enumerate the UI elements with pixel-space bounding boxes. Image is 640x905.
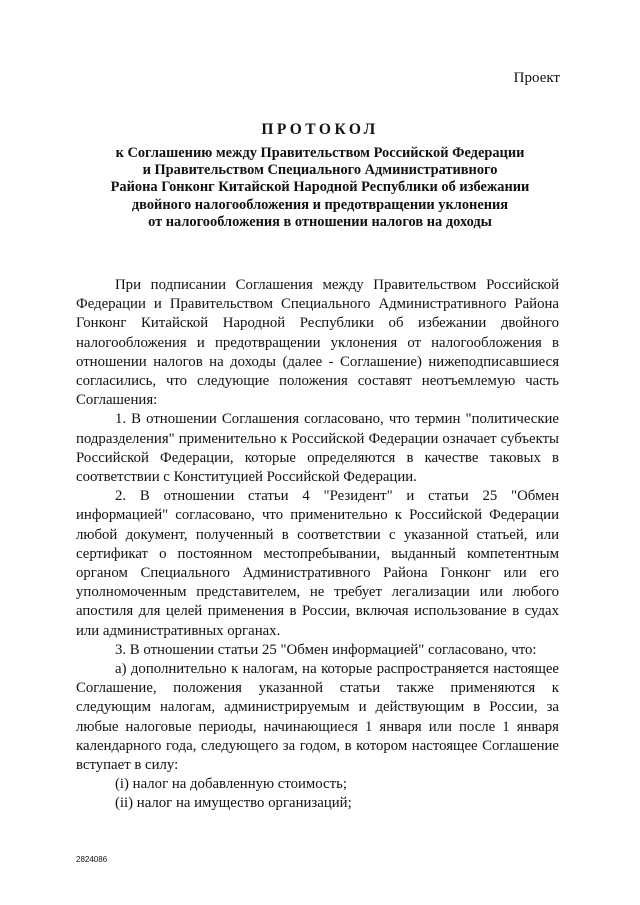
subtitle-line: и Правительством Специального Административного	[142, 162, 498, 179]
clause-1-paragraph: 1. В отношении Соглашения согласовано, что термин "политические подразделения" применительно к Российской Федерации означает субъекты Российской Федерации, которые определяются в качестве таковых в соответствии с Конституцией Российской Федерации.	[76, 411, 559, 486]
tax-list-item: (ii) налог на имущество организаций;	[115, 795, 352, 812]
subtitle-line: Района Гонконг Китайской Народной Республики об избежании	[110, 179, 530, 196]
document-code: 2824086	[76, 855, 108, 864]
preamble-paragraph: При подписании Соглашения между Правительством Российской Федерации и Правительством Специального Административного Района Гонконг Китайской Народной Республики об избежании двойного налогообложения и предотвращении уклонения от налогообложения в отношении налогов на доходы (далее - Соглашение) нижеподписавшиеся согласились, что следующие положения составят неотъемлемую часть Соглашения:	[76, 277, 559, 409]
document-body	[76, 276, 559, 814]
draft-mark: Проект	[513, 70, 560, 86]
subtitle-line: к Соглашению между Правительством Российской Федерации	[115, 145, 525, 161]
document-title: ПРОТОКОЛ	[261, 121, 379, 138]
tax-list-item: (i) налог на добавленную стоимость;	[115, 776, 347, 793]
clause-2-paragraph: 2. В отношении статьи 4 "Резидент" и статьи 25 "Обмен информацией" согласовано, что применительно к Российской Федерации любой документ, полученный в соответствии с указанной статьей, или сертификат о постоянном местопребывании, выданный компетентным органом Специального Административного Района Гонконг или его уполномоченным представителем, не требует легализации или любого апостиля для целей применения в России, включая использование в судах или административных органах.	[76, 488, 559, 639]
clause-3-paragraph: 3. В отношении статьи 25 "Обмен информацией" согласовано, что:	[115, 641, 537, 658]
subtitle-line: двойного налогообложения и предотвращении уклонения	[131, 196, 509, 213]
subtitle-line: от налогообложения в отношении налогов на доходы	[148, 213, 492, 230]
document-subtitle	[60, 145, 580, 231]
clause-3a-paragraph: а) дополнительно к налогам, на которые распространяется настоящее Соглашение, положения указанной статьи также применяются к следующим налогам, администрируемым и действующим в России, за любые налоговые периоды, начинающиеся 1 января или после 1 января календарного года, следующего за годом, в котором настоящее Соглашение вступает в силу:	[76, 661, 559, 774]
